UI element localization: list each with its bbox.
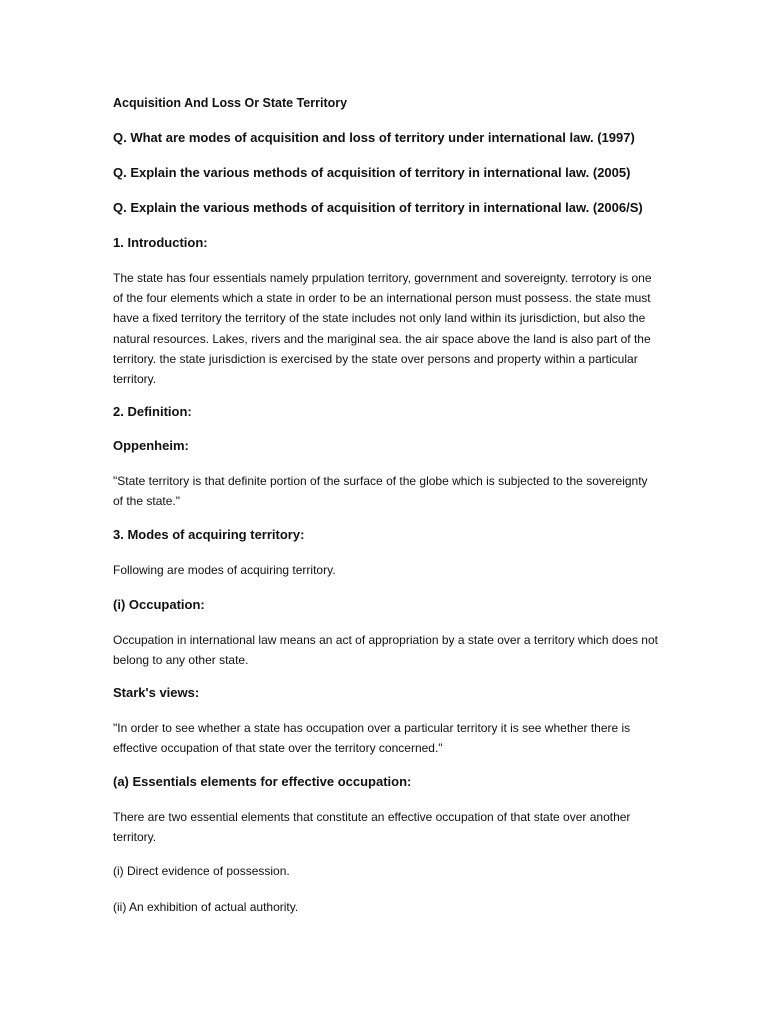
essentials-paragraph: There are two essential elements that constitute an effective occupation of that state over another territory.: [113, 809, 631, 844]
occupation-paragraph: Occupation in international law means an act of appropriation by a state over a territory which does not belong to any other state.: [113, 632, 658, 668]
modes-paragraph: Following are modes of acquiring territory.: [113, 562, 336, 577]
introduction-paragraph: The state has four essentials namely prpulation territory, government and sovereignty. terrotory is one of the four elements which a state in order to be an international person must possess. the state must have a fixed territory the territory of the state includes not only land within its jurisdiction, but also the natural resources. Lakes, rivers and the mariginal sea. the air space above the land is also part of the territory. the state jurisdiction is exercised by the state over persons and property within a particular territory.: [113, 271, 652, 387]
oppenheim-heading: Oppenheim:: [113, 438, 189, 454]
essentials-heading: (a) Essentials elements for effective occupation:: [113, 773, 412, 789]
question-1: Q. What are modes of acquisition and loss of territory under international law. (1997): [113, 130, 635, 145]
list-item-direct-evidence: (i) Direct evidence of possession.: [113, 864, 290, 879]
occupation-heading: (i) Occupation:: [113, 596, 205, 612]
modes-heading: 3. Modes of acquiring territory:: [113, 526, 305, 542]
definition-heading: 2. Definition:: [113, 404, 192, 420]
question-2: Q. Explain the various methods of acquisition of territory in international law. (2005): [113, 165, 631, 180]
question-3: Q. Explain the various methods of acquisition of territory in international law. (2006/S): [113, 200, 643, 215]
introduction-heading: 1. Introduction:: [113, 235, 208, 250]
oppenheim-quote: "State territory is that definite portion of the surface of the globe which is subjected to the sovereignty of the state.": [113, 474, 648, 509]
stark-heading: Stark's views:: [113, 685, 200, 701]
document-title: Acquisition And Loss Or State Territory: [113, 96, 348, 110]
list-item-actual-authority: (ii) An exhibition of actual authority.: [113, 900, 299, 915]
stark-quote: "In order to see whether a state has occupation over a particular territory it is see whether there is effective occupation of that state over the territory concerned.": [113, 721, 631, 756]
document-body: [113, 95, 658, 933]
